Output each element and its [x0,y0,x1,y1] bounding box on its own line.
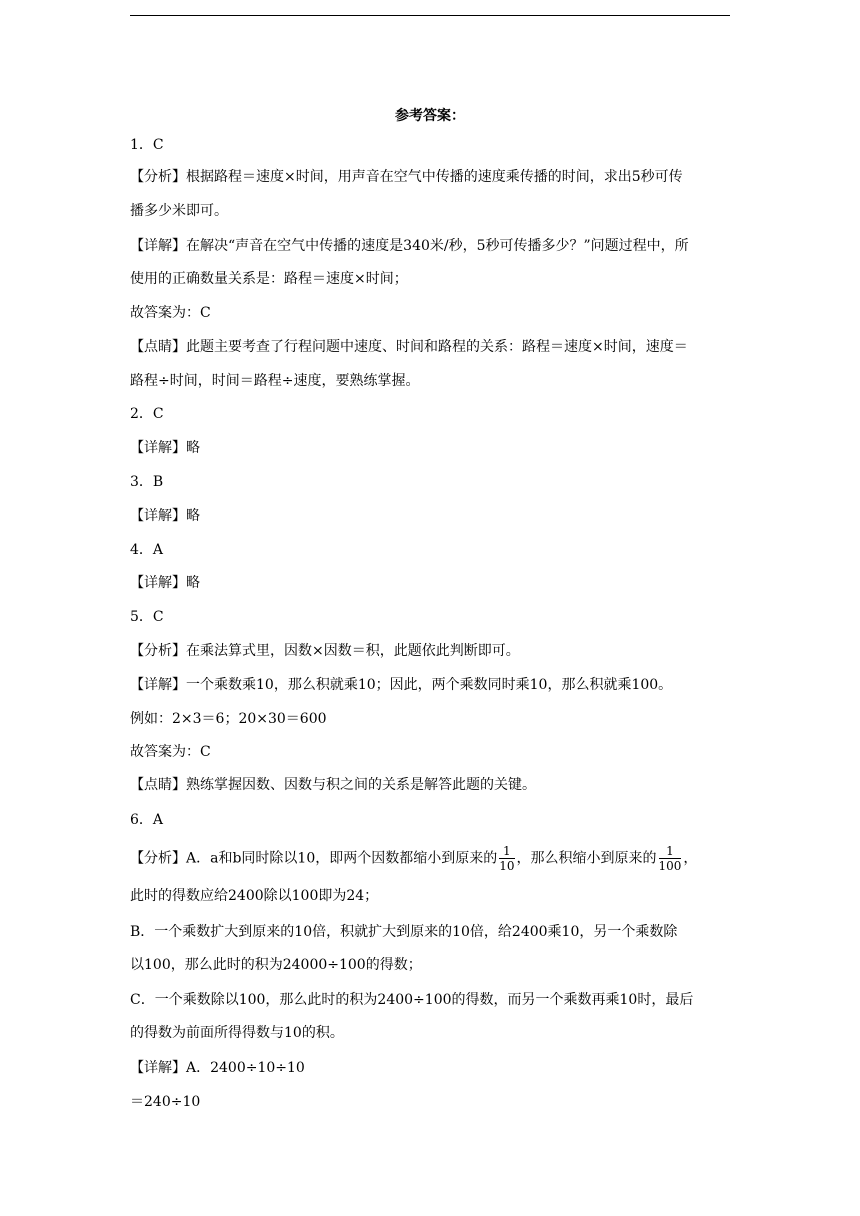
answer-line: 【分析】在乘法算式里，因数×因数＝积，此题依此判断即可。 [130,643,520,659]
answer-line: 此时的得数应给2400除以100即为24； [130,888,379,904]
answer-title: 参考答案： [395,108,465,124]
q6-analysis-text: ，那么积缩小到原来的 [516,850,657,867]
answer-line: 【详解】略 [130,440,200,456]
answer-line: 3．B [130,474,164,490]
answer-line: 路程÷时间，时间＝路程÷速度，要熟练掌握。 [130,373,420,389]
answer-line: 1．C [130,137,164,153]
answer-line: 【点睛】此题主要考查了行程问题中速度、时间和路程的关系：路程＝速度×时间，速度＝ [130,339,688,355]
answer-line: C．一个乘数除以100，那么此时的积为2400÷100的得数，而另一个乘数再乘10时，最后 [130,992,694,1008]
answer-line: 播多少米即可。 [130,203,228,219]
answer-line: 【详解】在解决“声音在空气中传播的速度是340米/秒，5秒可传播多少？”问题过程中，所 [130,238,689,254]
fraction-one-hundredth [659,844,682,873]
fraction-denominator: 100 [658,859,682,873]
answer-line: 故答案为：C [130,305,211,321]
fraction-one-tenth [499,844,514,873]
answer-line: 【详解】略 [130,508,200,524]
answer-line: 【点睛】熟练掌握因数、因数与积之间的关系是解答此题的关键。 [130,777,536,793]
fraction-denominator: 10 [499,859,515,873]
answer-line: 以100，那么此时的积为24000÷100的得数； [130,957,422,973]
answer-line: 例如：2×3＝6；20×30＝600 [130,711,327,727]
answer-line: ＝240÷10 [130,1094,201,1110]
answer-line: 5．C [130,609,164,625]
answer-line: 的得数为前面所得得数与10的积。 [130,1025,344,1041]
header-rule [130,15,730,16]
answer-line: 故答案为：C [130,744,211,760]
answer-line: 4．A [130,542,164,558]
answer-line: 【详解】A．2400÷10÷10 [130,1060,305,1076]
answer-line: 6．A [130,812,164,828]
fraction-numerator: 1 [499,844,514,859]
answer-line: 使用的正确数量关系是：路程＝速度×时间； [130,271,408,287]
fraction-numerator: 1 [659,844,682,859]
answer-line: 【分析】根据路程＝速度×时间，用声音在空气中传播的速度乘传播的时间，求出5秒可传 [130,169,683,185]
q6-analysis-line [130,844,730,873]
q6-analysis-text: 【分析】A．a和b同时除以10，即两个因数都缩小到原来的 [130,850,498,867]
answer-line: 【详解】一个乘数乘10，那么积就乘10；因此，两个乘数同时乘10，那么积就乘100。 [130,677,673,693]
answer-line: 【详解】略 [130,575,200,591]
q6-analysis-text: ， [683,850,698,867]
answer-line: B．一个乘数扩大到原来的10倍，积就扩大到原来的10倍，给2400乘10，另一个乘数除 [130,924,678,940]
answer-line: 2．C [130,406,164,422]
